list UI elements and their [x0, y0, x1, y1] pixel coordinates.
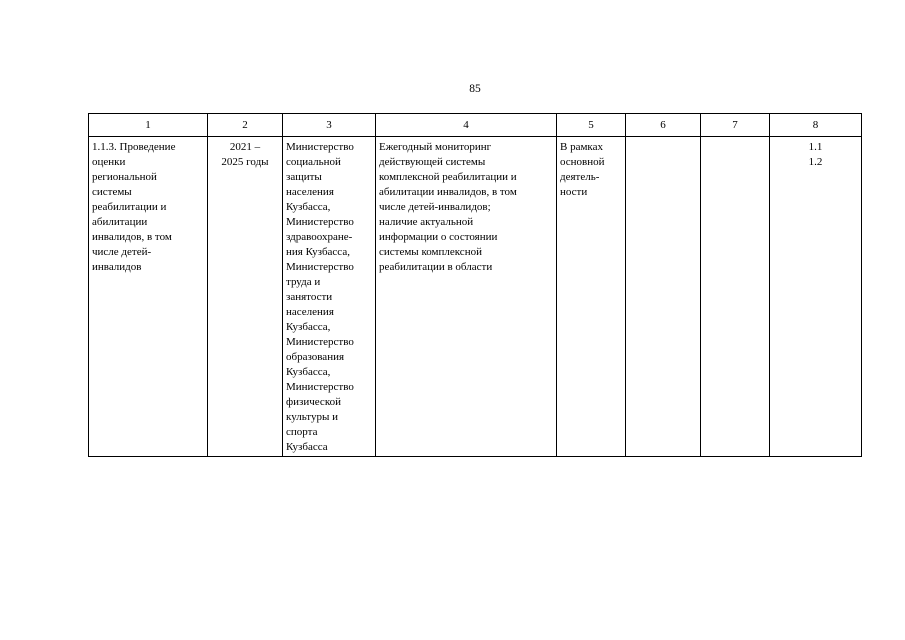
header-col-8: 8 — [770, 114, 862, 137]
cell-text-line: 2025 годы — [221, 156, 269, 168]
cell-text-line: труда и — [286, 276, 321, 288]
cell-col-6 — [626, 137, 701, 457]
cell-text-line: защиты — [286, 171, 322, 183]
table-header-row — [89, 114, 862, 137]
cell-text-line: спорта — [286, 426, 318, 438]
cell-text-line: основной — [560, 156, 605, 168]
cell-text-line: региональной — [92, 171, 157, 183]
cell-text-line: действующей системы — [379, 156, 486, 168]
cell-text-line: Министерство — [286, 216, 354, 228]
cell-text-line: информации о состоянии — [379, 231, 498, 243]
cell-text-line: 1.1.3. Проведение — [92, 141, 176, 153]
cell-text-line: реабилитации в области — [379, 261, 493, 273]
activities-table — [88, 113, 862, 457]
cell-text-line: населения — [286, 186, 334, 198]
cell-text-line: системы — [92, 186, 132, 198]
cell-text-line: социальной — [286, 156, 341, 168]
cell-text-line: образования — [286, 351, 345, 363]
cell-text-line: В рамках — [560, 141, 603, 153]
cell-text-line: Кузбасса — [286, 441, 328, 453]
header-col-6: 6 — [626, 114, 701, 137]
cell-text-line: инвалидов — [92, 261, 142, 273]
cell-text-line: ния Кузбасса, — [286, 246, 350, 258]
cell-indicators — [770, 137, 862, 457]
cell-text-line: населения — [286, 306, 334, 318]
header-col-2: 2 — [208, 114, 283, 137]
cell-text-line: деятель- — [560, 171, 600, 183]
cell-text-line: Министерство — [286, 381, 354, 393]
cell-text-line: ности — [560, 186, 588, 198]
cell-activity-name — [89, 137, 208, 457]
cell-text-line: культуры и — [286, 411, 338, 423]
cell-text-line: Кузбасса, — [286, 366, 331, 378]
cell-text-line: Ежегодный мониторинг — [379, 141, 492, 153]
cell-text-line: оценки — [92, 156, 126, 168]
cell-funding-source — [557, 137, 626, 457]
cell-text-line: Министерство — [286, 336, 354, 348]
cell-text-line: Кузбасса, — [286, 321, 331, 333]
cell-text-line: здравоохране- — [286, 231, 353, 243]
header-col-7: 7 — [701, 114, 770, 137]
cell-text-line: наличие актуальной — [379, 216, 474, 228]
table-row — [89, 137, 862, 457]
cell-text-line: числе детей-инвалидов; — [379, 201, 491, 213]
cell-period — [208, 137, 283, 457]
cell-text-line: абилитации — [92, 216, 148, 228]
header-col-4: 4 — [376, 114, 557, 137]
cell-text-line: инвалидов, в том — [92, 231, 172, 243]
cell-text-line: Кузбасса, — [286, 201, 331, 213]
cell-text-line: 1.1 — [808, 141, 823, 153]
cell-executors — [283, 137, 376, 457]
header-col-1: 1 — [89, 114, 208, 137]
cell-text-line: комплексной реабилитации и — [379, 171, 517, 183]
page-number: 85 — [469, 83, 481, 95]
header-col-3: 3 — [283, 114, 376, 137]
cell-text-line: числе детей- — [92, 246, 152, 258]
cell-text-line: физической — [286, 396, 341, 408]
cell-text-line: абилитации инвалидов, в том — [379, 186, 517, 198]
cell-col-7 — [701, 137, 770, 457]
cell-text-line: Министерство — [286, 141, 354, 153]
cell-text-line: системы комплексной — [379, 246, 482, 258]
header-col-5: 5 — [557, 114, 626, 137]
cell-text-line: занятости — [286, 291, 333, 303]
cell-text-line: 1.2 — [808, 156, 823, 168]
cell-text-line: Министерство — [286, 261, 354, 273]
cell-text-line: 2021 – — [229, 141, 261, 153]
cell-expected-result — [376, 137, 557, 457]
cell-text-line: реабилитации и — [92, 201, 167, 213]
